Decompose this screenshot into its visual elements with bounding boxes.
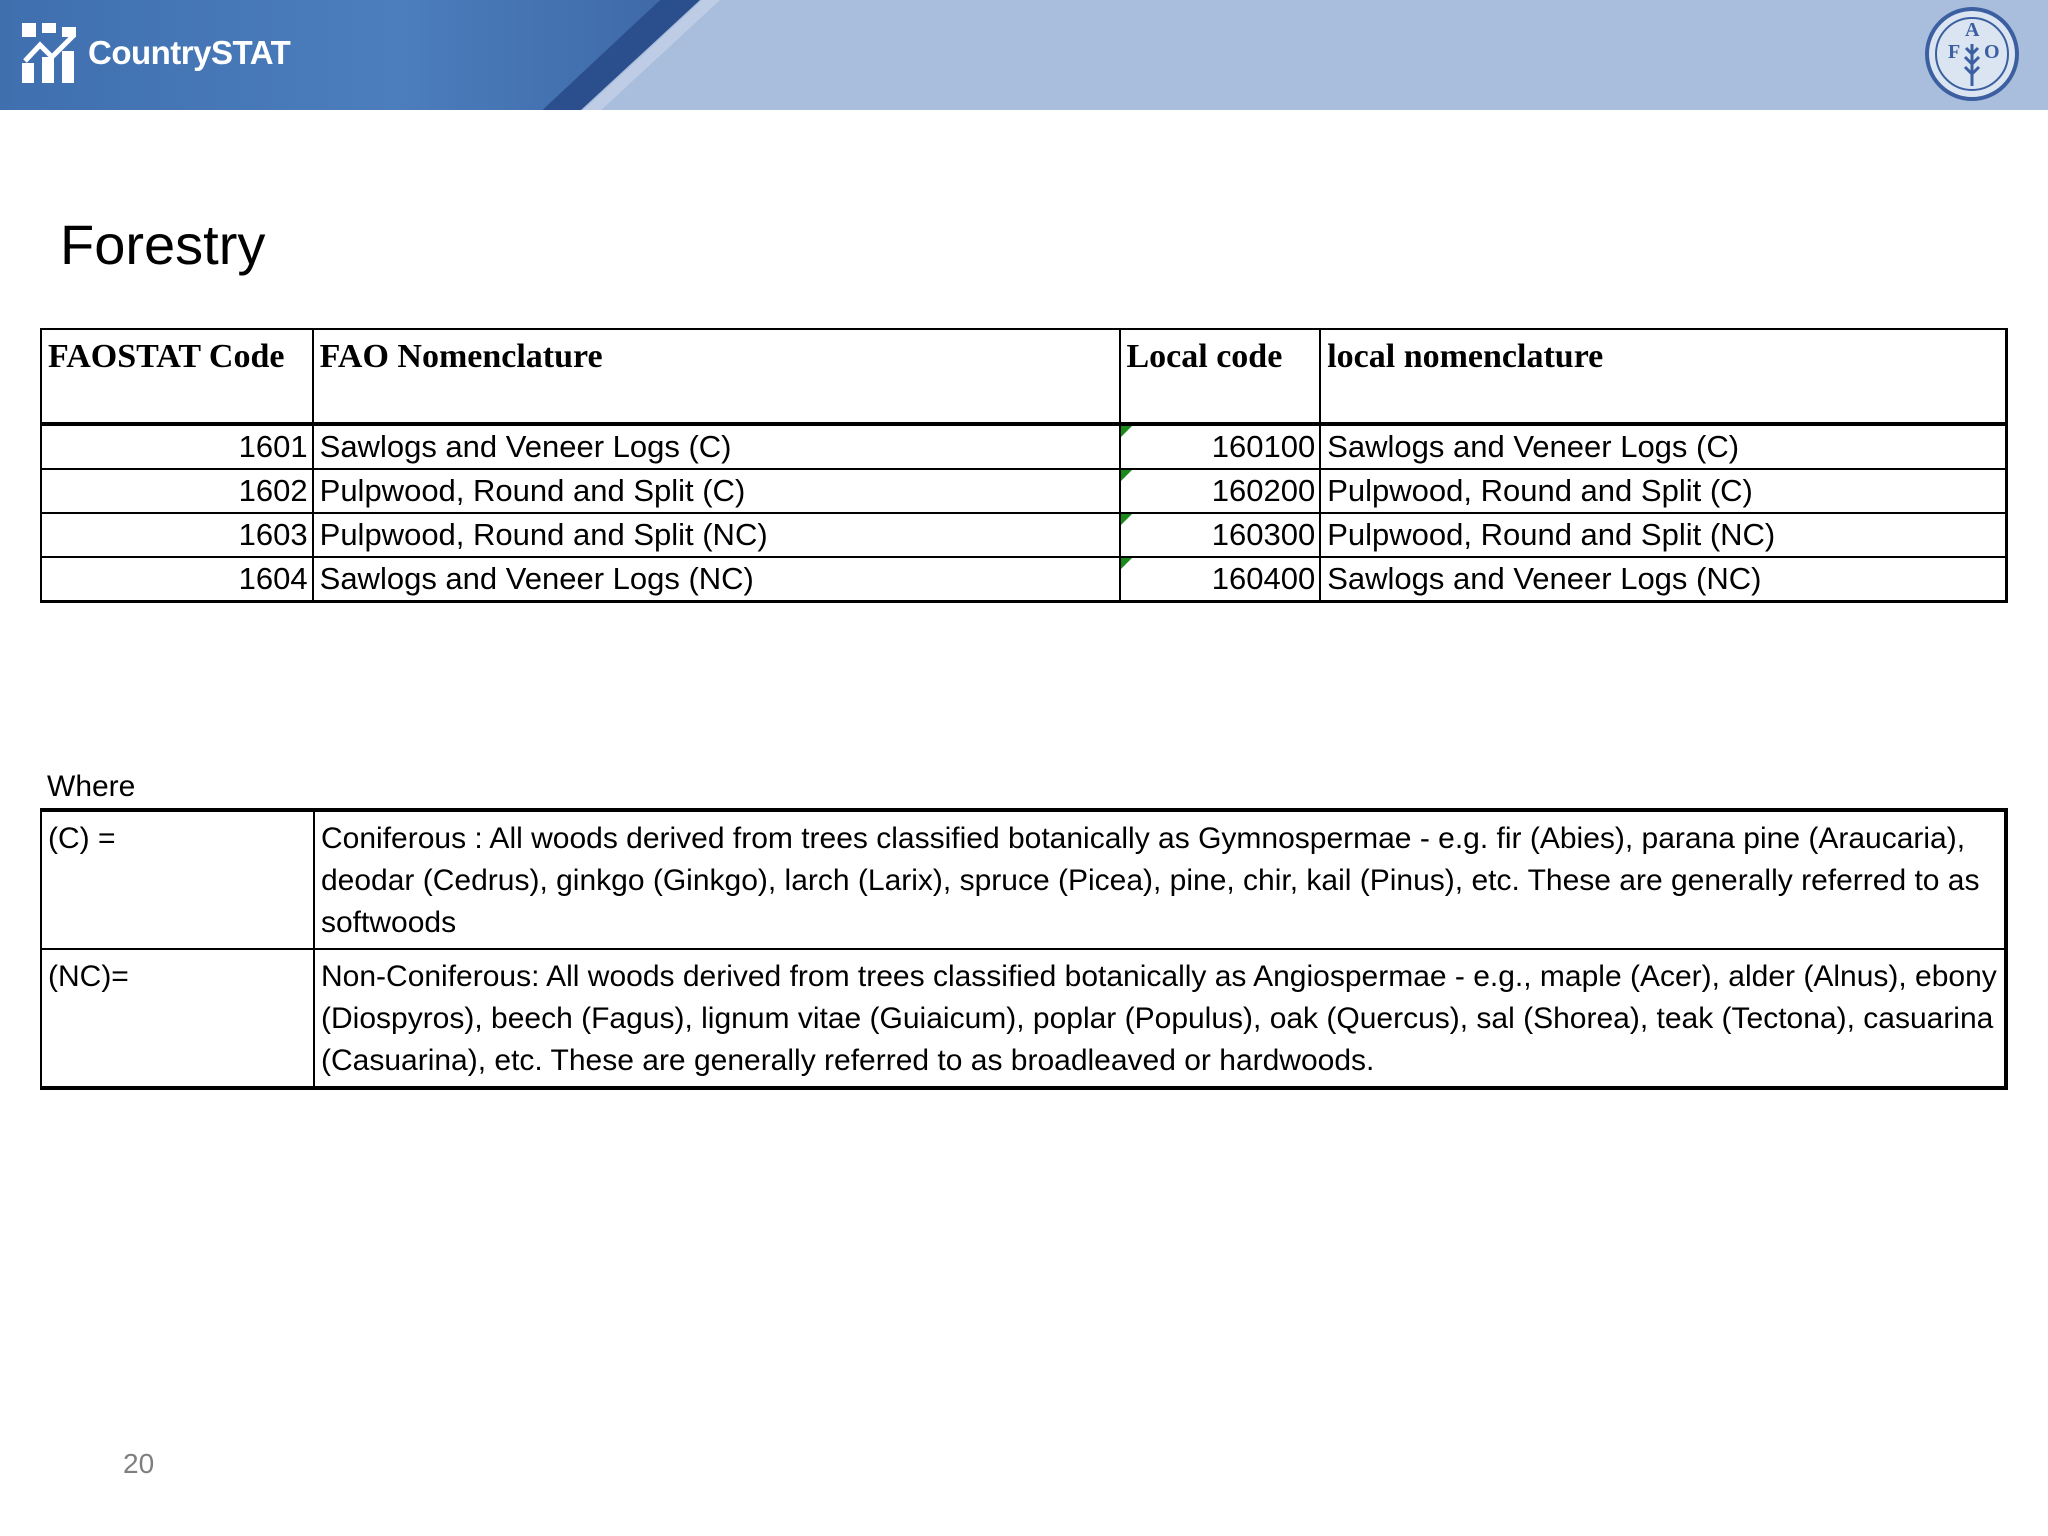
definition-cell: Coniferous : All woods derived from trees classified botanically as Gymnospermae - e.g. fir (Abies), parana pine (Araucaria), deodar (Cedrus), ginkgo (Ginkgo), larch (Larix), spruce (Picea), pine, chir, kail (Pinus), etc. These are generally referred to as softwoods [314,810,2006,949]
countrystat-logo [22,22,290,84]
local-nomenclature-cell: Pulpwood, Round and Split (NC) [1320,513,2006,557]
local-code-cell: 160200 [1120,469,1321,513]
faostat-code-cell: 1603 [41,513,313,557]
faostat-code-cell: 1601 [41,424,313,469]
local-nomenclature-cell: Pulpwood, Round and Split (C) [1320,469,2006,513]
cell-note-indicator-icon [1121,470,1132,481]
where-label: Where [47,770,136,803]
header-banner [0,0,2048,110]
local-nomenclature-cell: Sawlogs and Veneer Logs (C) [1320,424,2006,469]
faostat-code-cell: 1604 [41,557,313,602]
fao-seal-icon [1924,6,2020,102]
cell-note-indicator-icon [1121,426,1132,437]
definition-cell: Non-Coniferous: All woods derived from trees classified botanically as Angiospermae - e.g., maple (Acer), alder (Alnus), ebony (Diospyros), beech (Fagus), lignum vitae (Guiaicum), poplar (Populus), oak (Quercus), sal (Shorea), teak (Tectona), casuarina (Casuarina), etc. These are generally referred to as broadleaved or hardwoods. [314,949,2006,1088]
column-header-faostat-code: FAOSTAT Code [41,329,313,424]
fao-nomenclature-cell: Sawlogs and Veneer Logs (NC) [313,557,1120,602]
logo-text: CountrySTAT [88,34,291,71]
table-header-row [41,329,2007,424]
definition-row [41,949,2006,1088]
column-header-local-nomenclature: local nomenclature [1320,329,2006,424]
abbreviation-cell: (C) = [41,810,314,949]
fao-nomenclature-cell: Sawlogs and Veneer Logs (C) [313,424,1120,469]
local-nomenclature-cell: Sawlogs and Veneer Logs (NC) [1320,557,2006,602]
fao-nomenclature-cell: Pulpwood, Round and Split (C) [313,469,1120,513]
countrystat-chart-icon [22,23,78,83]
definition-row [41,810,2006,949]
table-row [41,513,2007,557]
svg-text:A: A [1965,19,1980,41]
local-code-cell: 160400 [1120,557,1321,602]
local-code-cell: 160100 [1120,424,1321,469]
abbreviation-cell: (NC)= [41,949,314,1088]
column-header-fao-nomenclature: FAO Nomenclature [313,329,1120,424]
svg-text:F: F [1948,41,1961,63]
definitions-table [40,808,2008,1090]
fao-nomenclature-cell: Pulpwood, Round and Split (NC) [313,513,1120,557]
column-header-local-code: Local code [1120,329,1321,424]
table-row [41,469,2007,513]
faostat-code-cell: 1602 [41,469,313,513]
page-title: Forestry [60,213,266,276]
cell-note-indicator-icon [1121,558,1132,569]
svg-text:O: O [1984,41,2000,63]
cell-note-indicator-icon [1121,514,1132,525]
local-code-cell: 160300 [1120,513,1321,557]
nomenclature-table [40,328,2008,603]
table-row [41,424,2007,469]
page-number: 20 [123,1448,155,1479]
table-row [41,557,2007,602]
